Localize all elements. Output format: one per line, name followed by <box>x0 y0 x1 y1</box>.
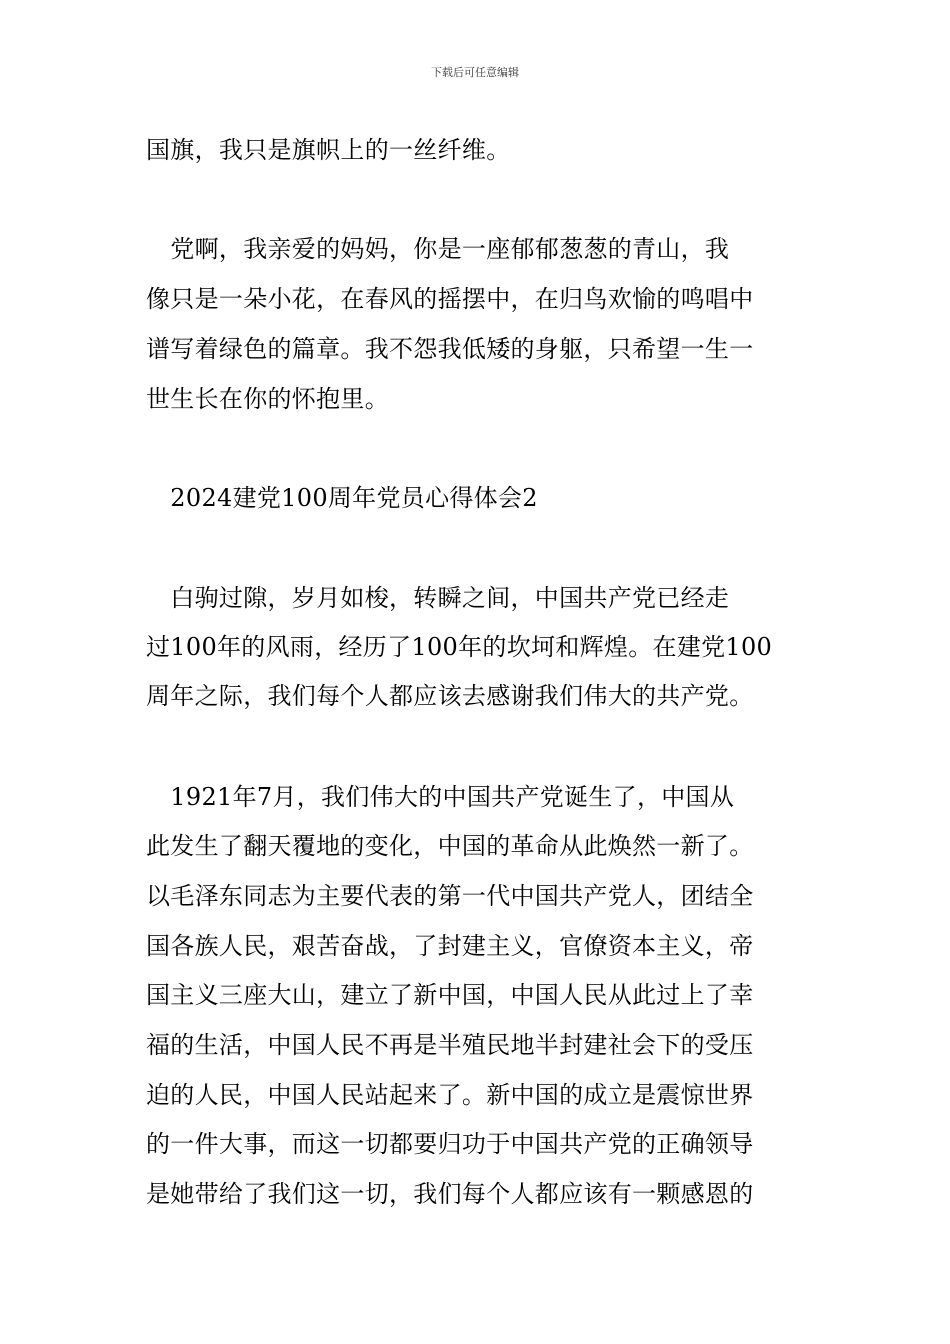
paragraph-line: 国主义三座大山，建立了新中国，中国人民从此过上了幸 <box>146 981 754 1009</box>
paragraph-line: 的一件大事，而这一切都要归功于中国共产党的正确领导 <box>146 1130 754 1158</box>
paragraph-line: 像只是一朵小花，在春风的摇摆中，在归鸟欢愉的鸣唱中 <box>146 285 754 313</box>
paragraph-line: 以毛泽东同志为主要代表的第一代中国共产党人，团结全 <box>146 882 754 910</box>
paragraph-line: 国各族人民，艰苦奋战，了封建主义，官僚资本主义，帝 <box>146 932 754 960</box>
paragraph-line: 1921年7月，我们伟大的中国共产党诞生了，中国从 <box>146 783 735 811</box>
paragraph-line: 福的生活，中国人民不再是半殖民地半封建社会下的受压 <box>146 1031 754 1059</box>
paragraph-line: 过100年的风雨，经历了100年的坎坷和辉煌。在建党100 <box>146 633 773 661</box>
paragraph-line: 是她带给了我们这一切，我们每个人都应该有一颗感恩的 <box>146 1180 754 1208</box>
paragraph-line: 世生长在你的怀抱里。 <box>146 385 389 413</box>
paragraph-line: 迫的人民，中国人民站起来了。新中国的成立是震惊世界 <box>146 1081 754 1109</box>
paragraph-line: 党啊，我亲爱的妈妈，你是一座郁郁葱葱的青山，我 <box>146 235 730 263</box>
paragraph-line: 谱写着绿色的篇章。我不怨我低矮的身躯，只希望一生一 <box>146 335 754 363</box>
paragraph-line: 白驹过隙，岁月如梭，转瞬之间，中国共产党已经走 <box>146 584 730 612</box>
section-heading: 2024建党100周年党员心得体会2 <box>146 484 538 512</box>
paragraph-line: 此发生了翻天覆地的变化，中国的革命从此焕然一新了。 <box>146 832 754 860</box>
paragraph-line: 周年之际，我们每个人都应该去感谢我们伟大的共产党。 <box>146 682 754 710</box>
paragraph-line: 国旗，我只是旗帜上的一丝纤维。 <box>146 136 511 164</box>
page-header: 下载后可任意编辑 <box>431 66 519 79</box>
